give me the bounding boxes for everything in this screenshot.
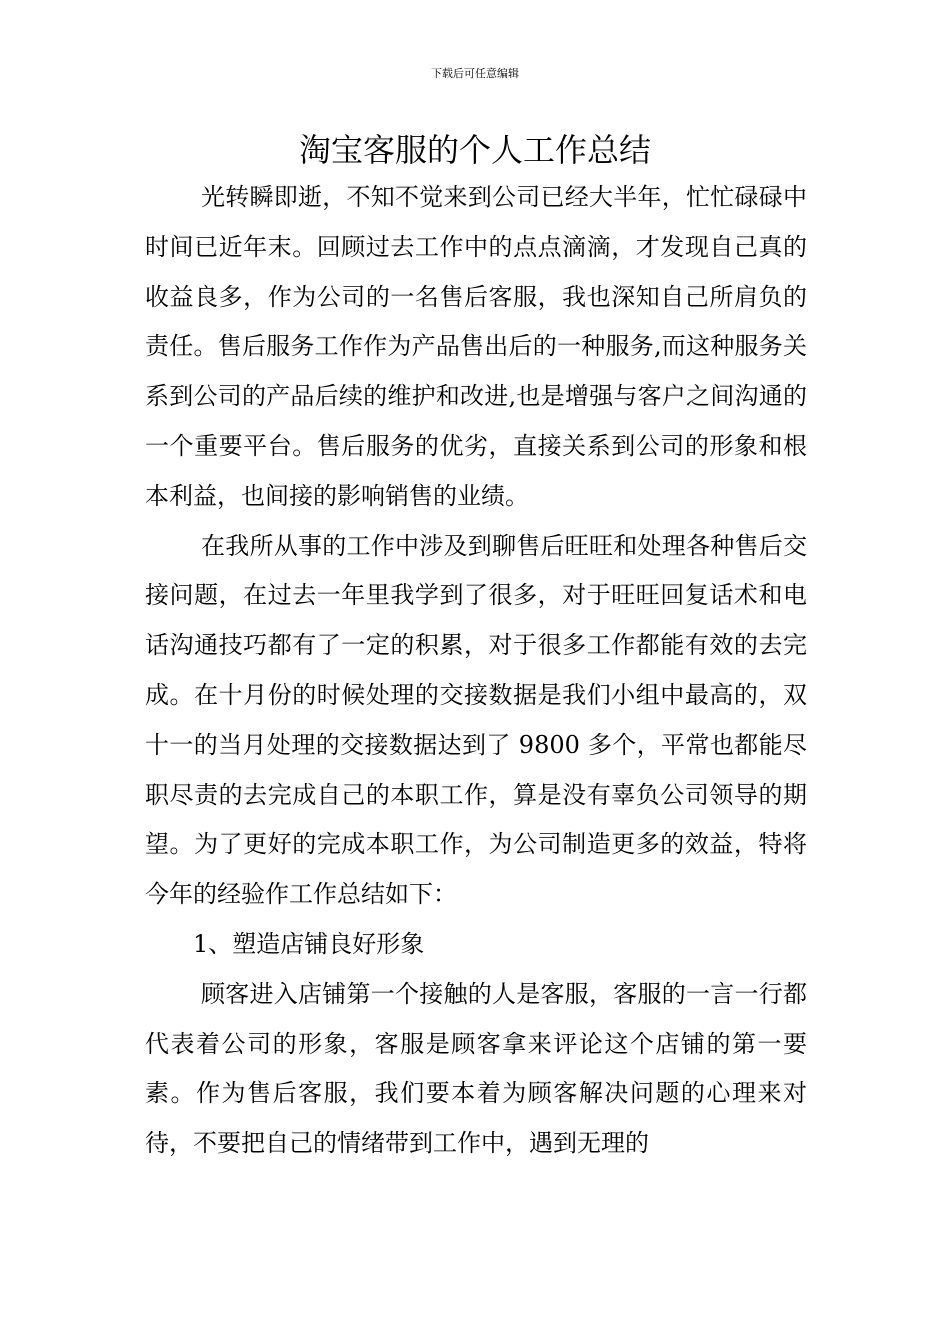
document-body [145, 173, 807, 1169]
document-title: 淘宝客服的个人工作总结 [298, 131, 651, 169]
paragraph-section-1: 顾客进入店铺第一个接触的人是客服，客服的一言一行都代表着公司的形象，客服是顾客拿来评论这个店铺的第一要素。作为售后客服，我们要本着为顾客解决问题的心理来对待，不要把自己的情绪带到工作中，遇到无理的 [145, 979, 807, 1158]
paragraph-intro: 光转瞬即逝，不知不觉来到公司已经大半年，忙忙碌碌中时间已近年末。回顾过去工作中的点点滴滴，才发现自己真的收益良多，作为公司的一名售后客服，我也深知自己所肩负的责任。售后服务工作作为产品售出后的一种服务,而这种服务关系到公司的产品后续的维护和改进,也是增强与客户之间沟通的一个重要平台。售后服务的优劣，直接关系到公司的形象和根本利益，也间接的影响销售的业绩。 [145, 183, 807, 510]
paragraph-work-summary: 在我所从事的工作中涉及到聊售后旺旺和处理各种售后交接问题，在过去一年里我学到了很多，对于旺旺回复话术和电话沟通技巧都有了一定的积累，对于很多工作都能有效的去完成。在十月份的时候处理的交接数据是我们小组中最高的，双十一的当月处理的交接数据达到了 9800 多个，平常也都能尽职尽责的去完成自己的本职工作，算是没有辜负公司领导的期望。为了更好的完成本职工作，为公司制造更多的效益，特将今年的经验作工作总结如下： [145, 531, 807, 909]
header-note: 下载后可任意编辑 [431, 67, 519, 80]
section-heading: 1、塑造店铺良好形象 [193, 929, 425, 958]
